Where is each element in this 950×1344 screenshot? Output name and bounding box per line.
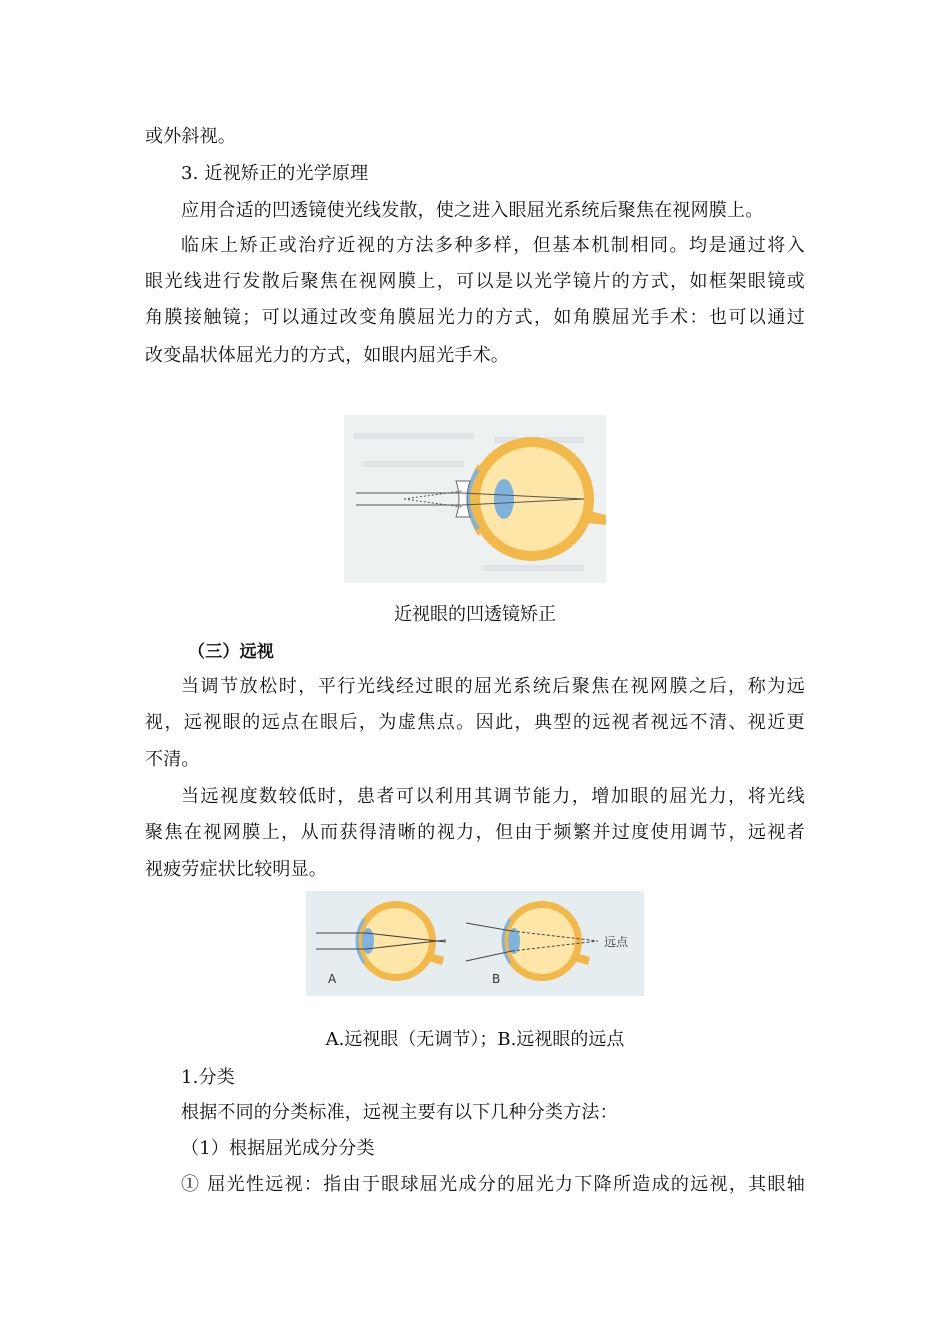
concave-lens-figure	[344, 415, 606, 583]
section-heading: （三）远视	[188, 642, 274, 662]
text-line: 或外斜视。	[145, 126, 236, 147]
list-heading: （1）根据屈光成分分类	[181, 1138, 375, 1159]
text-line: 聚焦在视网膜上，从而获得清晰的视力，但由于频繁并过度使用调节，远视者	[145, 822, 805, 843]
far-point-label: 远点	[604, 935, 629, 949]
text-line: 视，远视眼的远点在眼后，为虚焦点。因此，典型的远视者视远不清、视近更	[145, 712, 805, 733]
figure1-caption: 近视眼的凹透镜矫正	[394, 604, 556, 625]
hyperopia-figure	[306, 891, 644, 996]
text-line: 角膜接触镜；可以通过改变角膜屈光力的方式，如角膜屈光手术：也可以通过	[145, 307, 805, 328]
text-line: 当调节放松时，平行光线经过眼的屈光系统后聚焦在视网膜之后，称为远	[181, 676, 805, 697]
text-line: 视疲劳症状比较明显。	[145, 859, 327, 880]
text-line: 不清。	[145, 749, 200, 770]
text-line: 应用合适的凹透镜使光线发散，使之进入眼屈光系统后聚焦在视网膜上。	[181, 200, 764, 221]
figure2-caption: A.远视眼（无调节）；B.远视眼的远点	[325, 1029, 625, 1050]
subsection-title: 1.分类	[181, 1067, 235, 1088]
subsection-title: 3. 近视矫正的光学原理	[181, 163, 369, 184]
text-line: 眼光线进行发散后聚焦在视网膜上，可以是以光学镜片的方式，如框架眼镜或	[145, 271, 805, 292]
text-line: 改变晶状体屈光力的方式，如眼内屈光手术。	[145, 345, 509, 366]
text-line: 当远视度数较低时，患者可以利用其调节能力，增加眼的屈光力，将光线	[181, 786, 805, 807]
text-line: ① 屈光性远视：指由于眼球屈光成分的屈光力下降所造成的远视，其眼轴	[181, 1174, 805, 1195]
text-line: 临床上矫正或治疗近视的方法多种多样，但基本机制相同。均是通过将入	[181, 235, 805, 256]
figure2-label-a: A	[328, 972, 337, 986]
figure2-label-b: B	[492, 972, 501, 986]
text-line: 根据不同的分类标准，远视主要有以下几种分类方法：	[181, 1102, 618, 1123]
